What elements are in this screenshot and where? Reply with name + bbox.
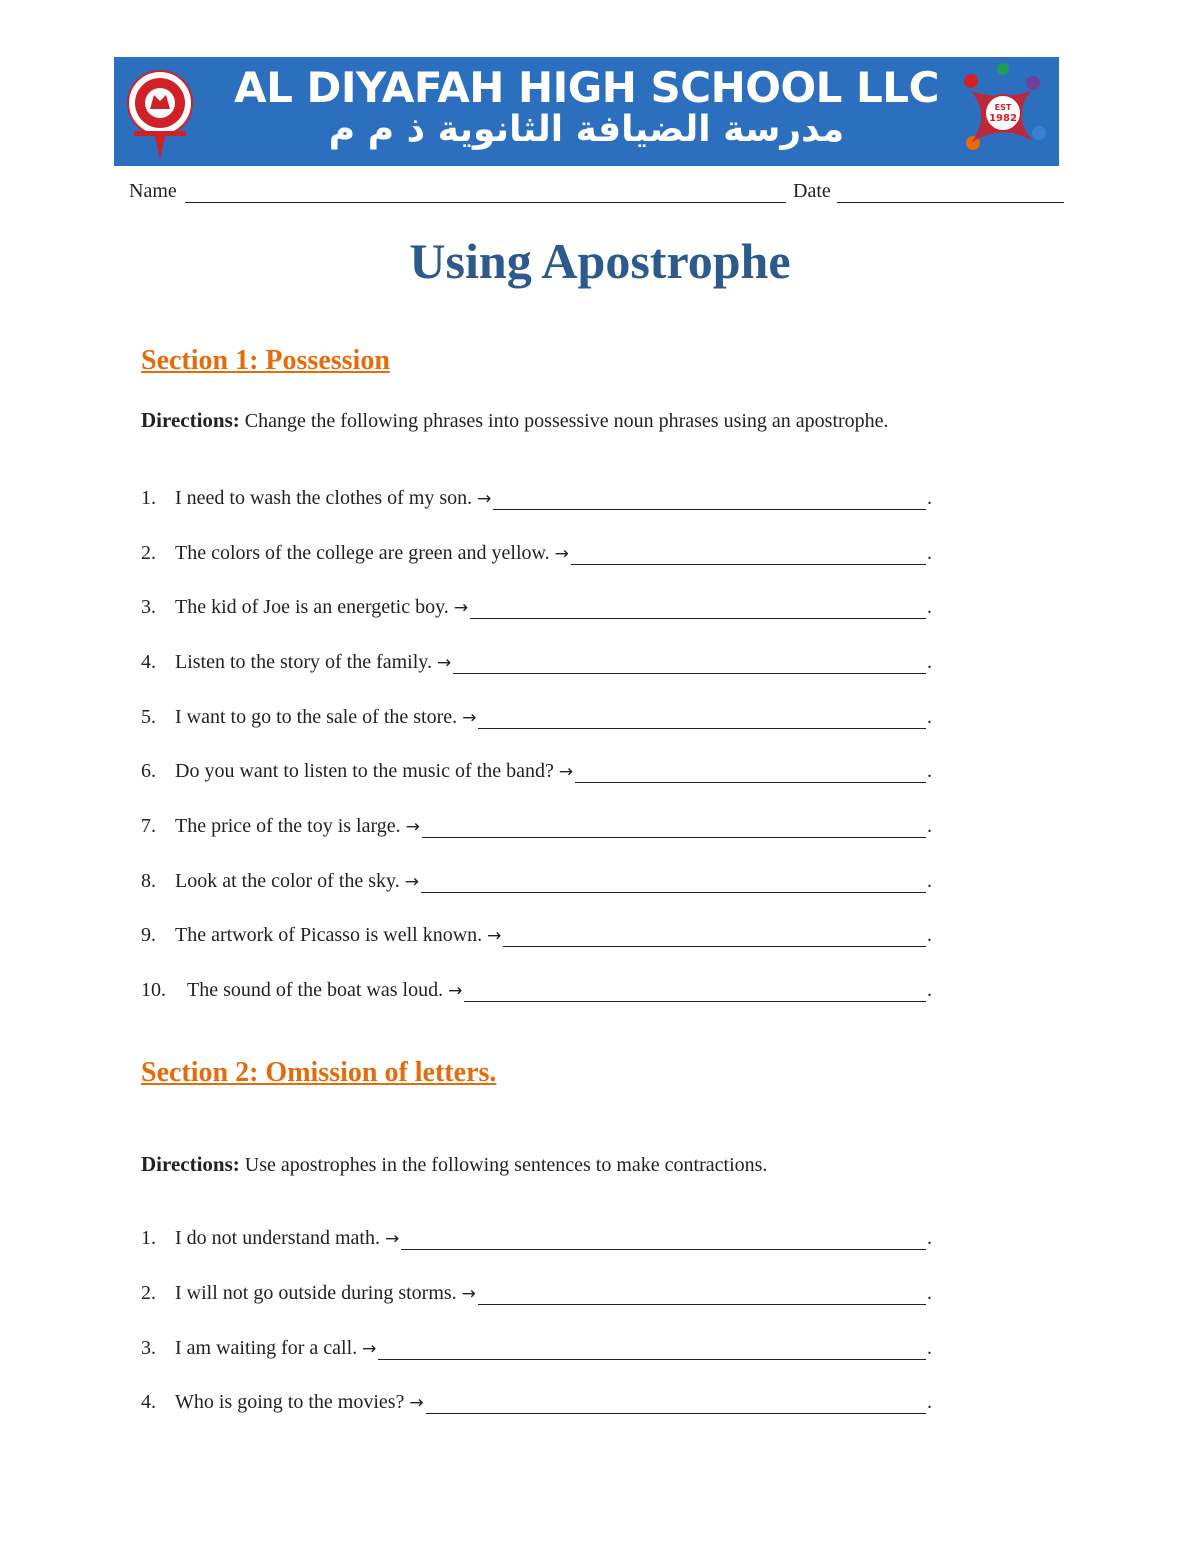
item-number: 7. [141, 815, 156, 837]
item-period: . [927, 706, 932, 728]
answer-blank[interactable] [571, 564, 926, 565]
item-number: 10. [141, 979, 166, 1001]
name-date-row [129, 180, 1064, 204]
answer-blank[interactable] [575, 782, 926, 783]
school-banner [114, 57, 1059, 166]
arrow-icon: → [453, 598, 469, 618]
item-period: . [927, 870, 932, 892]
item-sentence: I will not go outside during storms. → [175, 1282, 476, 1304]
item-sentence: I am waiting for a call. → [175, 1337, 377, 1359]
item-number: 9. [141, 924, 156, 946]
item-period: . [927, 542, 932, 564]
item-sentence: Listen to the story of the family. → [175, 651, 452, 673]
badge-est-text: EST [994, 103, 1012, 112]
directions-text: Use apostrophes in the following sentences to make contractions. [244, 1154, 768, 1176]
name-field[interactable] [185, 202, 786, 203]
arrow-icon: → [462, 708, 477, 728]
item-period: . [927, 487, 932, 509]
item-sentence: I do not understand math. → [175, 1227, 400, 1249]
date-label: Date [793, 180, 831, 202]
item-sentence: I need to wash the clothes of my son. → [175, 487, 492, 509]
answer-blank[interactable] [464, 1001, 926, 1002]
arrow-icon: → [461, 1284, 476, 1304]
school-name-arabic: مدرسة الضيافة الثانوية ذ م م [328, 109, 845, 150]
item-number: 2. [141, 1282, 156, 1304]
item-number: 3. [141, 596, 156, 618]
item-sentence: The price of the toy is large. → [175, 815, 420, 837]
item-number: 4. [141, 1391, 156, 1413]
item-sentence: The sound of the boat was loud. → [187, 979, 463, 1001]
answer-blank[interactable] [422, 837, 926, 838]
arrow-icon: → [436, 653, 452, 673]
est-1982-badge-icon [951, 61, 1051, 166]
arrow-icon: → [405, 817, 420, 837]
arrow-icon: → [477, 489, 492, 509]
item-number: 6. [141, 760, 156, 782]
item-number: 2. [141, 542, 156, 564]
answer-blank[interactable] [493, 509, 926, 510]
item-period: . [927, 815, 932, 837]
directions-label: Directions: [141, 1152, 240, 1176]
page-title: Using Apostrophe [409, 233, 791, 289]
item-period: . [927, 1282, 932, 1304]
arrow-icon: → [404, 872, 420, 892]
name-label: Name [129, 180, 177, 202]
item-number: 3. [141, 1337, 156, 1359]
item-sentence: The kid of Joe is an energetic boy. → [175, 596, 469, 618]
section-2-heading: Section 2: Omission of letters. [141, 1057, 497, 1088]
item-sentence: The colors of the college are green and yellow. → [175, 542, 569, 564]
arrow-icon: → [384, 1229, 400, 1249]
arrow-icon: → [362, 1339, 377, 1359]
item-period: . [927, 1391, 932, 1413]
arrow-icon: → [448, 981, 463, 1001]
answer-blank[interactable] [401, 1249, 926, 1250]
arrow-icon: → [554, 544, 569, 564]
item-sentence: I want to go to the sale of the store. → [175, 706, 477, 728]
item-period: . [927, 1227, 932, 1249]
section-2-directions [141, 1148, 941, 1181]
item-period: . [927, 1337, 932, 1359]
section-1-directions [141, 404, 941, 437]
answer-blank[interactable] [470, 618, 926, 619]
answer-blank[interactable] [426, 1413, 926, 1414]
item-sentence: Look at the color of the sky. → [175, 870, 420, 892]
answer-blank[interactable] [478, 728, 926, 729]
badge-year-text: 1982 [989, 113, 1017, 124]
item-sentence: Do you want to listen to the music of the band? → [175, 760, 574, 782]
arrow-icon: → [409, 1393, 424, 1413]
school-name: AL DIYAFAH HIGH SCHOOL LLC [234, 63, 939, 112]
item-number: 1. [141, 1227, 156, 1249]
item-number: 1. [141, 487, 156, 509]
item-sentence: Who is going to the movies? → [175, 1391, 424, 1413]
item-sentence: The artwork of Picasso is well known. → [175, 924, 502, 946]
date-field[interactable] [837, 202, 1064, 203]
item-number: 8. [141, 870, 156, 892]
arrow-icon: → [487, 926, 502, 946]
item-number: 4. [141, 651, 156, 673]
answer-blank[interactable] [421, 892, 926, 893]
directions-label: Directions: [141, 408, 240, 432]
answer-blank[interactable] [478, 1304, 926, 1305]
directions-text: Change the following phrases into possessive noun phrases using an apostrophe. [244, 410, 889, 432]
item-number: 5. [141, 706, 156, 728]
item-period: . [927, 760, 932, 782]
answer-blank[interactable] [453, 673, 926, 674]
item-period: . [927, 651, 932, 673]
answer-blank[interactable] [378, 1359, 926, 1360]
answer-blank[interactable] [503, 946, 926, 947]
section-1-heading: Section 1: Possession [141, 345, 390, 376]
item-period: . [927, 924, 932, 946]
item-period: . [927, 596, 932, 618]
arrow-icon: → [558, 762, 574, 782]
item-period: . [927, 979, 932, 1001]
